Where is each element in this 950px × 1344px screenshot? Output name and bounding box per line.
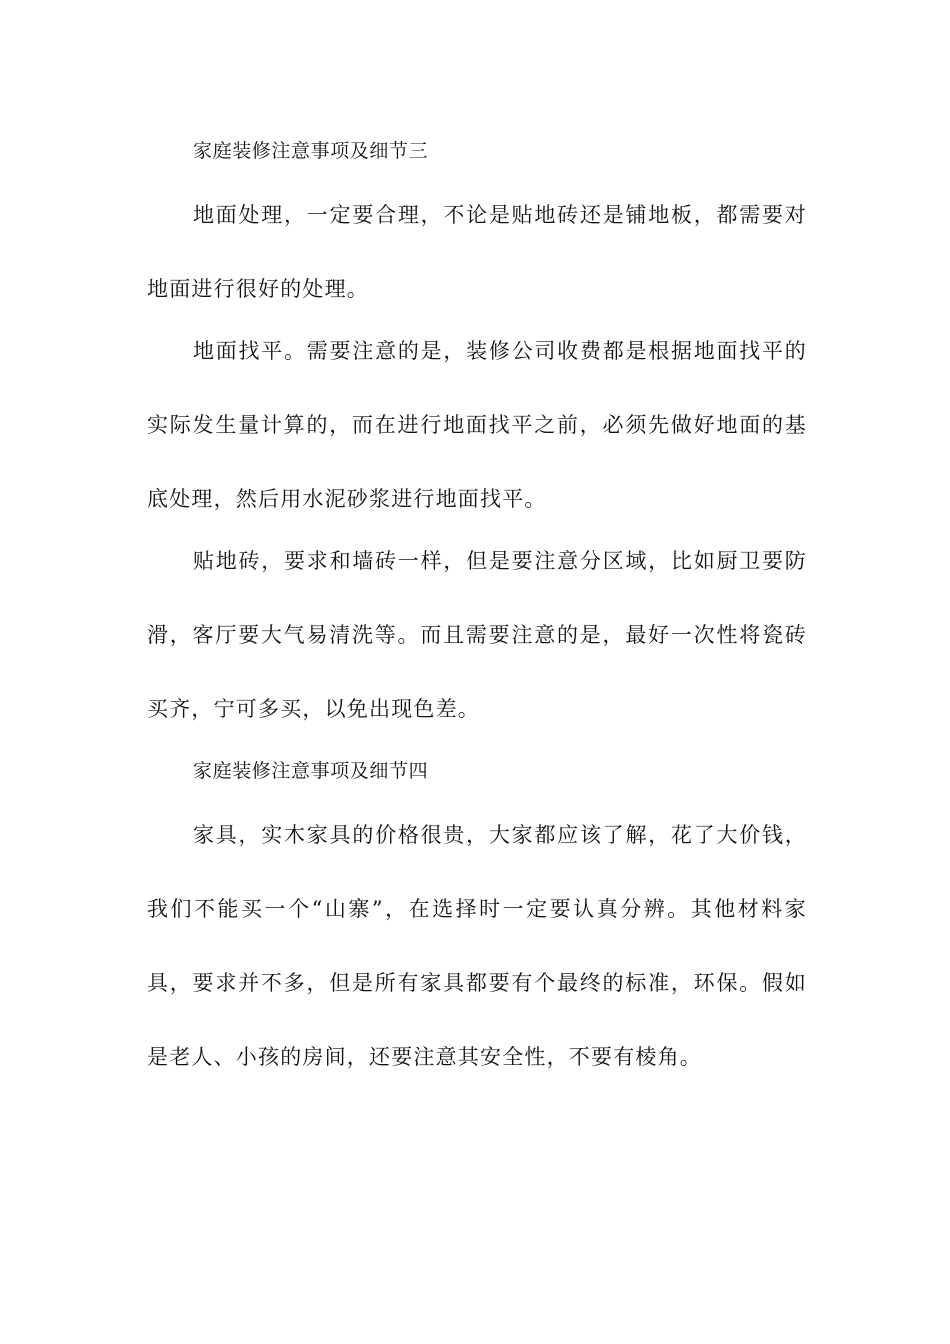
paragraph-3-line-3: 买齐，宁可多买，以免出现色差。 xyxy=(147,697,480,721)
paragraph-2-line-1: 地面找平。需要注意的是，装修公司收费都是根据地面找平的 xyxy=(193,339,807,363)
paragraph-4-line-1: 家具，实木家具的价格很贵，大家都应该了解，花了大价钱， xyxy=(193,823,807,847)
paragraph-4-line-3: 具，要求并不多，但是所有家具都要有个最终的标准，环保。假如 xyxy=(147,971,807,995)
paragraph-4-line-4: 是老人、小孩的房间，还要注意其安全性，不要有棱角。 xyxy=(147,1045,702,1069)
section-heading-3: 家庭装修注意事项及细节三 xyxy=(193,140,429,162)
paragraph-3-line-2: 滑，客厅要大气易清洗等。而且需要注意的是，最好一次性将瓷砖 xyxy=(147,623,807,647)
paragraph-4-line-2: 我们不能买一个“山寨”，在选择时一定要认真分辨。其他材料家 xyxy=(147,897,807,921)
section-heading-4: 家庭装修注意事项及细节四 xyxy=(193,760,429,782)
paragraph-1-line-1: 地面处理，一定要合理，不论是贴地砖还是铺地板，都需要对 xyxy=(193,203,807,227)
paragraph-2-line-3: 底处理，然后用水泥砂浆进行地面找平。 xyxy=(147,487,547,511)
paragraph-1-line-2: 地面进行很好的处理。 xyxy=(147,277,369,301)
paragraph-3-line-1: 贴地砖，要求和墙砖一样，但是要注意分区域，比如厨卫要防 xyxy=(193,549,807,573)
paragraph-2-line-2: 实际发生量计算的，而在进行地面找平之前，必须先做好地面的基 xyxy=(147,413,807,437)
